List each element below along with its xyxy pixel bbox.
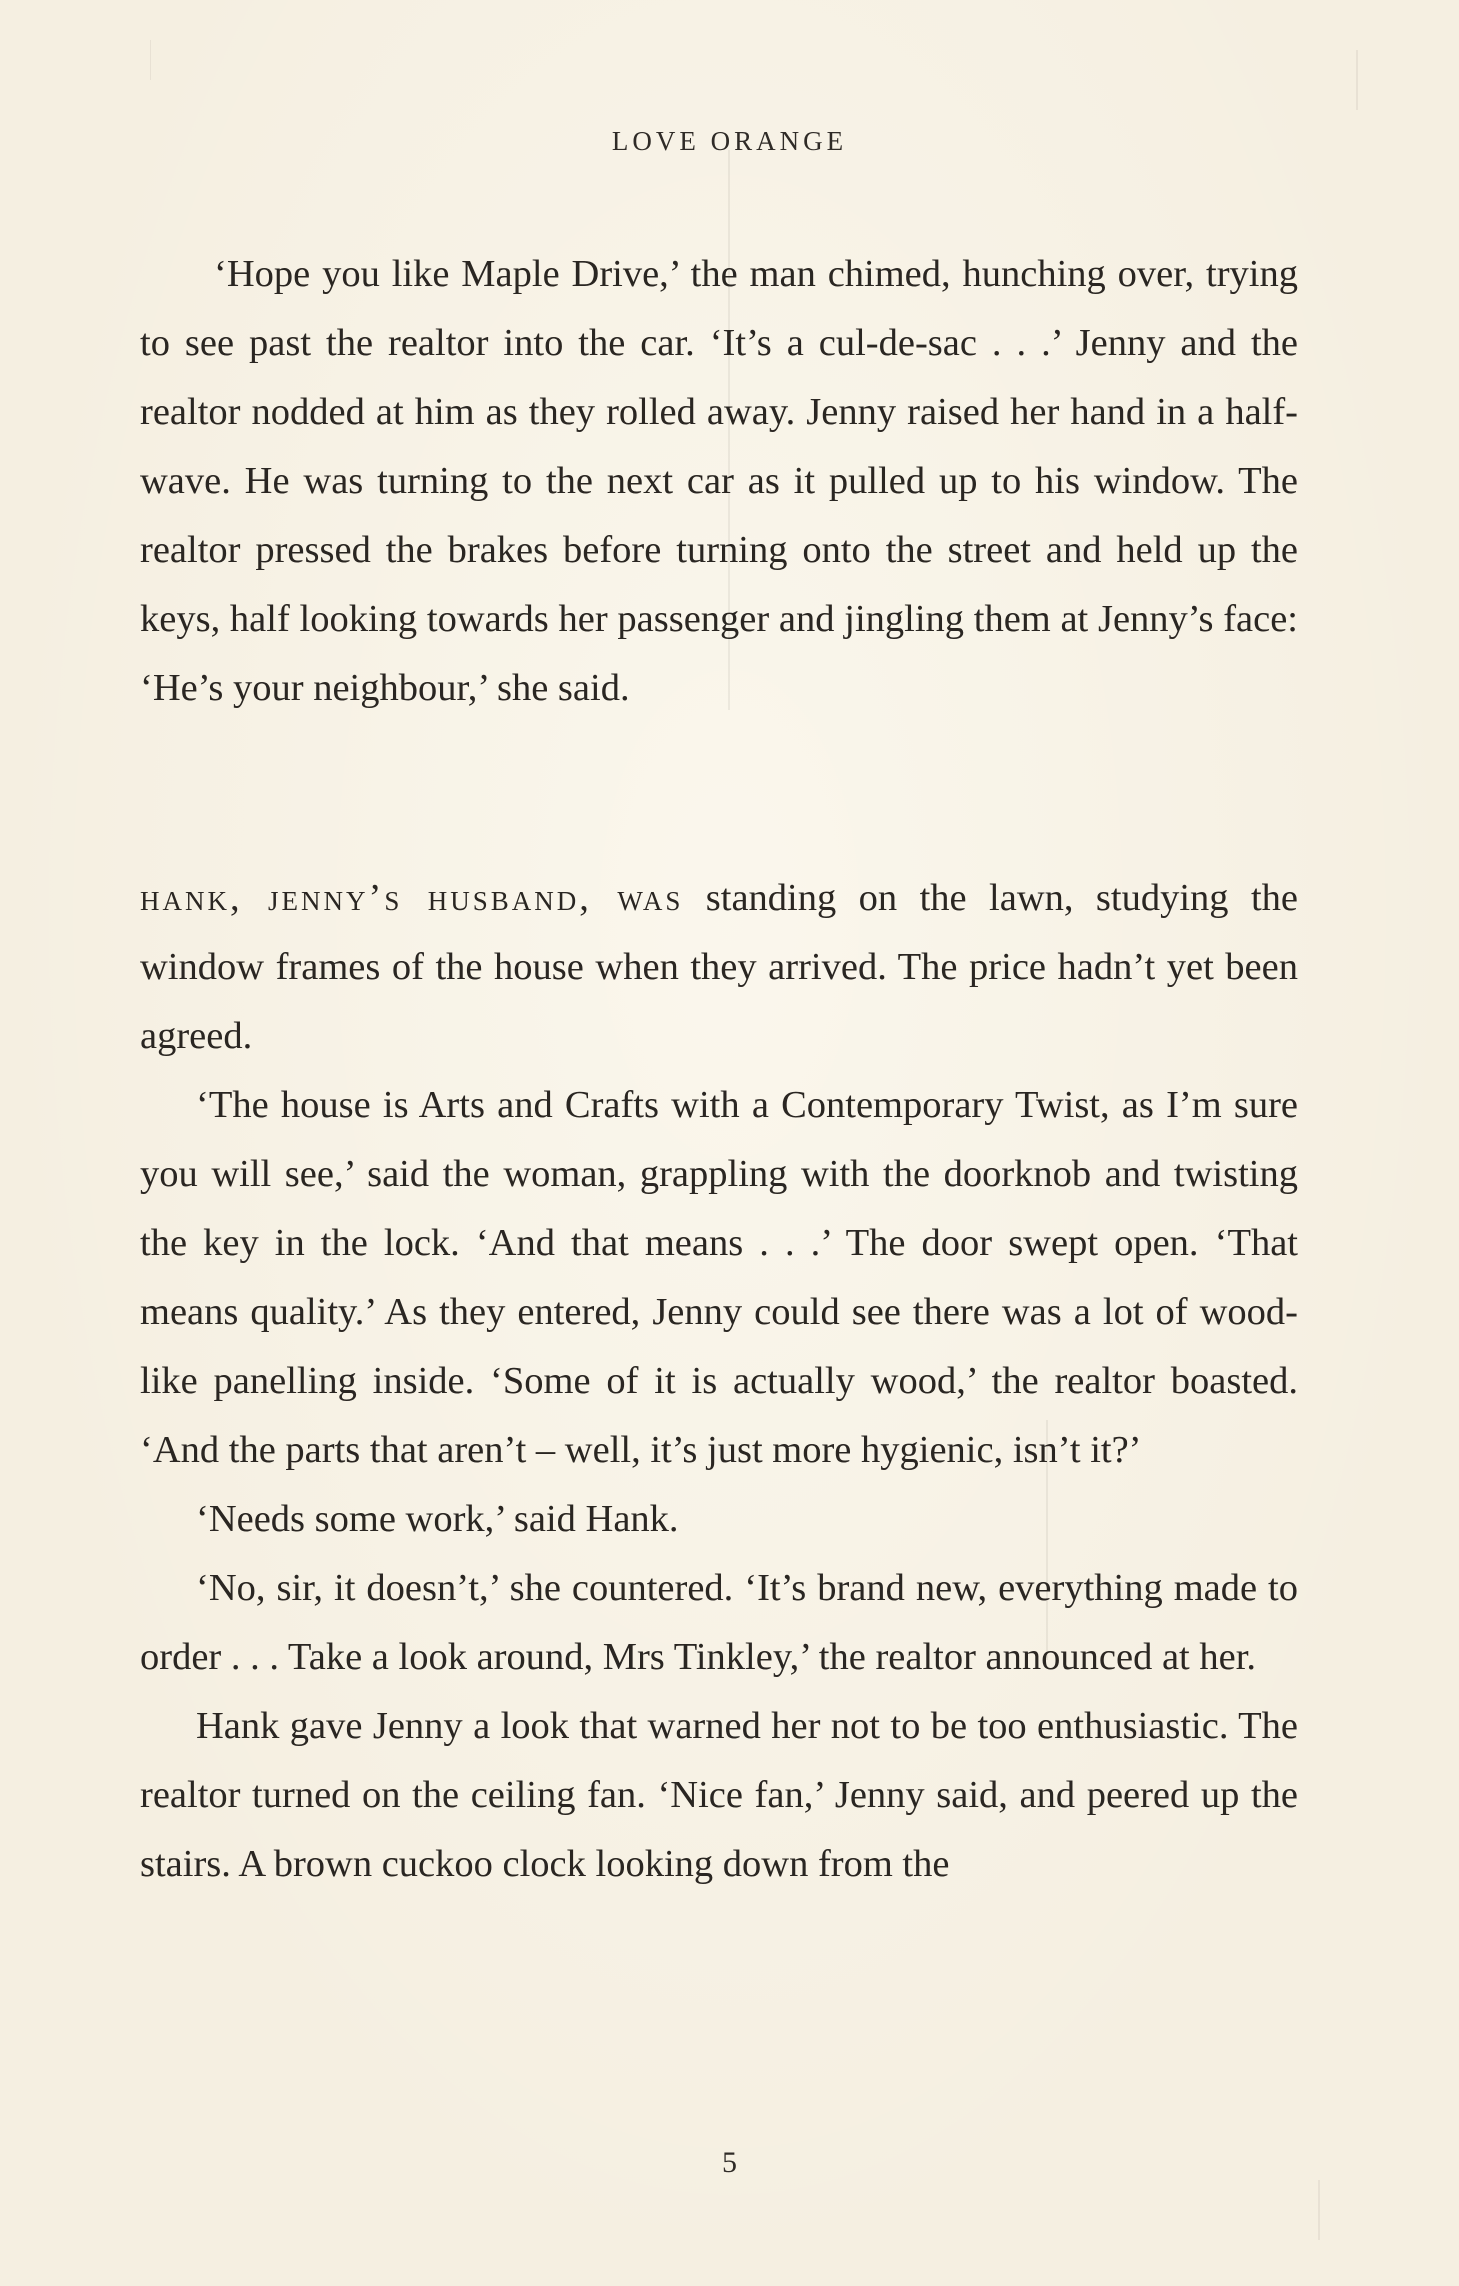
paragraph: ‘Hope you like Maple Drive,’ the man chimed, hunching over, trying to see past the realtor into the car. ‘It’s a cul-de-sac . . .’ Jenny and the realtor nodded at him as they rolled away. Jenny raised her hand in a half-wave. He was turning to the next car as it pulled up to his window. The realtor pressed the brakes before turning onto the street and held up the keys, half looking towards her passenger and jingling them at Jenny’s face: ‘He’s your neighbour,’ she said. bbox=[140, 253, 1298, 709]
small-caps-lead-in: hank, jenny’s husband, was bbox=[140, 877, 684, 919]
page-number: 5 bbox=[722, 2146, 737, 2179]
show-through-line bbox=[150, 40, 151, 80]
show-through-line bbox=[1356, 50, 1358, 110]
paragraph: ‘Needs some work,’ said Hank. bbox=[196, 1498, 679, 1540]
paragraph-text: standing on the lawn, studying the window frames of the house when they arrived. The price hadn’t yet been agreed. bbox=[140, 877, 1298, 1057]
paragraph: ‘No, sir, it doesn’t,’ she countered. ‘It’s brand new, everything made to order . . . Take a look around, Mrs Tinkley,’ the realtor announced at her. bbox=[140, 1567, 1298, 1678]
running-head: LOVE ORANGE bbox=[611, 126, 848, 156]
section-1 bbox=[140, 240, 1298, 723]
paragraph: Hank gave Jenny a look that warned her not to be too enthusiastic. The realtor turned on the ceiling fan. ‘Nice fan,’ Jenny said, and peered up the stairs. A brown cuckoo clock looking down from the bbox=[140, 1705, 1298, 1885]
paragraph bbox=[140, 864, 1298, 1071]
show-through-line bbox=[1318, 2180, 1320, 2240]
paragraph: ‘The house is Arts and Crafts with a Contemporary Twist, as I’m sure you will see,’ said the woman, grappling with the doorknob and twisting the key in the lock. ‘And that means . . .’ The door swept open. ‘That means quality.’ As they entered, Jenny could see there was a lot of wood-like panelling inside. ‘Some of it is actually wood,’ the realtor boasted. ‘And the parts that aren’t – well, it’s just more hygienic, isn’t it?’ bbox=[140, 1084, 1298, 1471]
section-2 bbox=[140, 864, 1298, 1899]
